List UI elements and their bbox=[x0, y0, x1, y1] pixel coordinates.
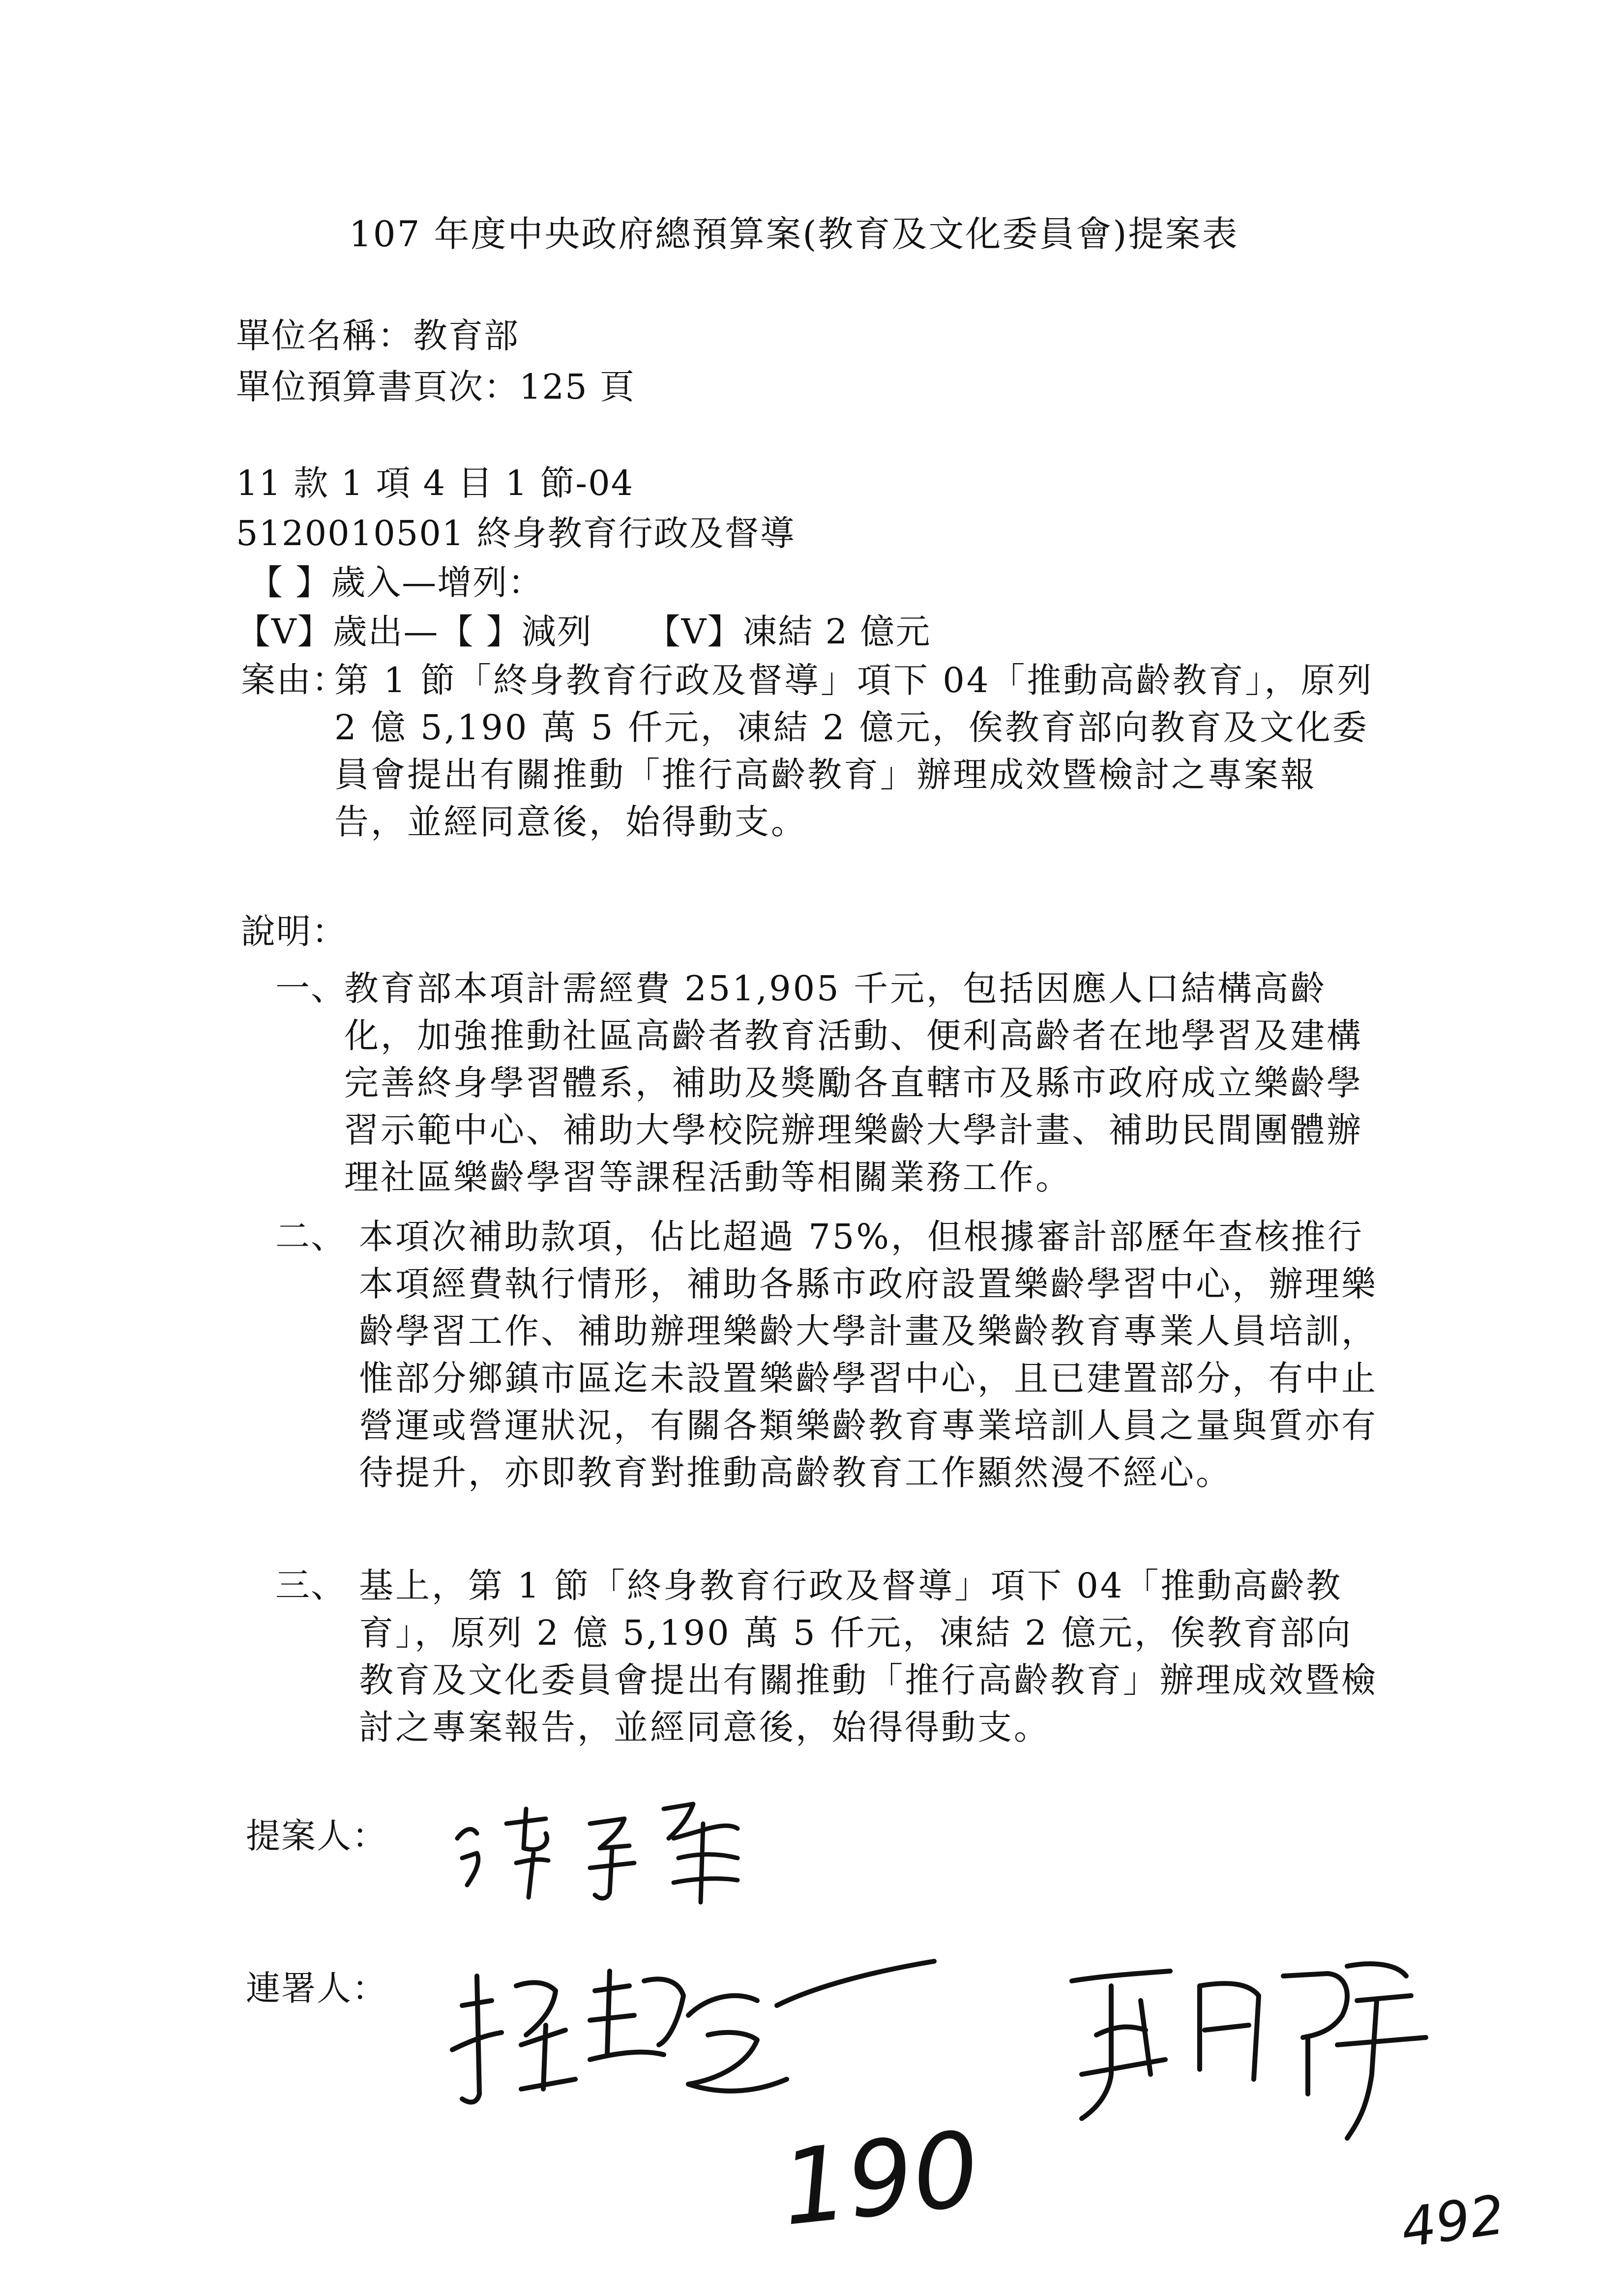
section-code: 11 款 1 項 4 目 1 節-04 bbox=[236, 463, 634, 503]
case-text: 第 1 節「終身教育行政及督導」項下 04「推動高齡教育」，原列 2 億 5,190 萬 5 仟元，凍結 2 億元，俟教育部向教育及文化委員會提出有關推動「推行高齡教育」辦理成效暨檢討之專案報告，並經同意後，始得動支。 bbox=[334, 660, 1374, 842]
unit-name: 單位名稱：教育部 bbox=[236, 316, 519, 356]
cosigner-signature-1 bbox=[433, 1947, 954, 2133]
handwritten-corner-number: 492 bbox=[1397, 2183, 1508, 2260]
item-1-text: 教育部本項計需經費 251,905 千元，包括因應人口結構高齡化，加強推動社區高齡者教育活動、便利高齡者在地學習及建構完善終身學習體系，補助及獎勵各直轄市及縣市政府成立樂齡學習示範中心、補助大學校院辦理樂齡大學計畫、補助民間團體辦理社區樂齡學習等課程活動等相關業務工作。 bbox=[344, 968, 1363, 1197]
item-1-marker: 一、 bbox=[275, 968, 346, 1008]
revenue-line: 【 】歲入—增列： bbox=[248, 562, 544, 603]
case-label: 案由： bbox=[241, 660, 347, 700]
proposer-label: 提案人： bbox=[246, 1816, 387, 1856]
proposer-signature bbox=[443, 1779, 787, 1907]
item-3-marker: 三、 bbox=[275, 1565, 346, 1605]
item-3-text: 基上，第 1 節「終身教育行政及督導」項下 04「推動高齡教育」，原列 2 億 5,190 萬 5 仟元，凍結 2 億元，俟教育部向教育及文化委員會提出有關推動「推行高齡教育」辦理成效暨檢討之專案報告，並經同意後，始得得動支。 bbox=[359, 1566, 1378, 1747]
unit-budget-page: 單位預算書頁次：125 頁 bbox=[236, 367, 635, 407]
cosigner-label: 連署人： bbox=[246, 1968, 387, 2008]
expenditure-line: 【V】歲出—【 】減列 【V】凍結 2 億元 bbox=[236, 611, 931, 652]
program-name: 5120010501 終身教育行政及督導 bbox=[236, 513, 796, 553]
handwritten-page-number: 190 bbox=[776, 2108, 985, 2249]
item-2-marker: 二、 bbox=[275, 1216, 346, 1256]
document-title: 107 年度中央政府總預算案(教育及文化委員會)提案表 bbox=[349, 213, 1239, 255]
cosigner-signature-2 bbox=[1052, 1947, 1455, 2153]
item-2-text: 本項次補助款項，佔比超過 75%，但根據審計部歷年查核推行本項經費執行情形，補助各縣市政府設置樂齡學習中心，辦理樂齡學習工作、補助辦理樂齡大學計畫及樂齡教育專業人員培訓，惟部分鄉鎮市區迄未設置樂齡學習中心，且已建置部分，有中止營運或營運狀況，有關各類樂齡教育專業培訓人員之量與質亦有待提升，亦即教育對推動高齡教育工作顯然漫不經心。 bbox=[359, 1217, 1378, 1493]
explanation-label: 說明： bbox=[241, 911, 347, 952]
